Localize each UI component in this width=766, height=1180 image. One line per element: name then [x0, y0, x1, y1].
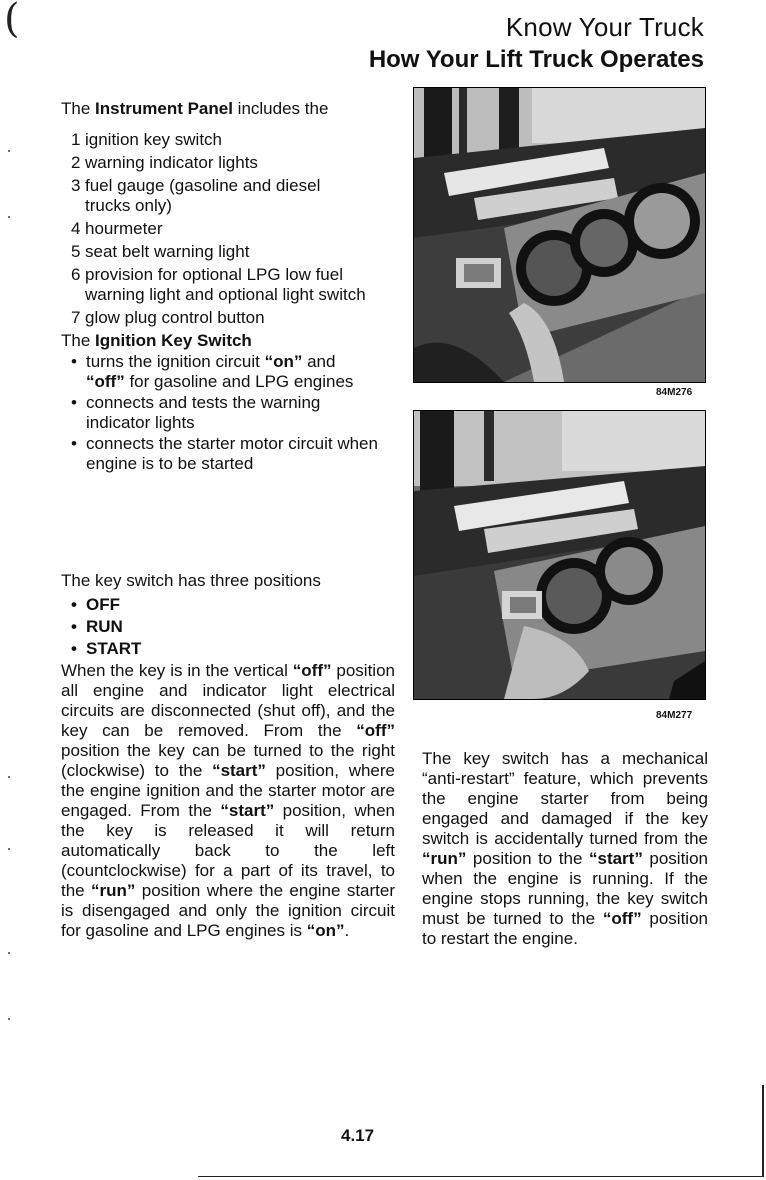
section-subtitle: How Your Lift Truck Operates — [368, 46, 704, 73]
list-item: 3 fuel gauge (gasoline and diesel trucks only) — [71, 176, 321, 215]
list-item: • connects the starter motor circuit when engine is to be started — [71, 434, 378, 473]
list-item: 1 ignition key switch — [71, 130, 223, 149]
scan-speck — [8, 1018, 10, 1020]
position-start: • START — [71, 639, 142, 658]
scan-speck — [8, 776, 10, 778]
ignition-switch-intro: The Ignition Key Switch — [61, 331, 252, 350]
key-positions-paragraph: When the key is in the vertical “off” position all engine and indicator light electrical circuits are disconnected (shut off), and the key can be removed. From the “off” position the key can be turned to the right (clockwise) to the “start” position, where the engine ignition and the starter motor are engaged. From the “start” position, when the key is released it will return automatically back to the left (countclockwise) for a part of its travel, to the “run” position where the engine starter is disengaged and only the ignition circuit for gasoline and LPG engines is “on”. — [61, 661, 396, 940]
key-positions-section — [61, 571, 395, 941]
position-run: • RUN — [71, 617, 123, 636]
list-item: 7 glow plug control button — [71, 308, 265, 327]
positions-intro: The key switch has three positions — [61, 571, 321, 590]
list-item: 6 provision for optional LPG low fuel warning light and optional light switch — [71, 265, 366, 304]
section-title: Know Your Truck — [505, 12, 704, 42]
margin-line — [762, 1085, 764, 1177]
instrument-panel-intro: The Instrument Panel includes the — [61, 99, 329, 118]
scan-speck — [8, 848, 10, 850]
anti-restart-paragraph: The key switch has a mechanical “anti-restart” feature, which prevents the engine starter from being engaged and damaged if the key switch is accidentally turned from the “run” position to the “start” position when the engine is running. If the engine stops running, the key switch must be turned to the “off” position to restart the engine. — [422, 749, 708, 948]
page-number: 4.17 — [341, 1126, 375, 1145]
figure-caption: 84M276 — [656, 387, 693, 398]
scan-speck — [8, 216, 10, 218]
position-off: • OFF — [71, 595, 120, 614]
list-item: 4 hourmeter — [71, 219, 163, 238]
list-item: 2 warning indicator lights — [71, 153, 258, 172]
key-switch-photo-graphic — [414, 411, 705, 699]
margin-parenthesis: ( — [4, 0, 20, 42]
footer-divider — [198, 1176, 764, 1177]
scan-speck — [8, 150, 10, 152]
instrument-panel-photo-graphic — [414, 88, 705, 382]
list-item: • turns the ignition circuit “on” and “off” for gasoline and LPG engines — [71, 352, 354, 391]
key-switch-photo — [413, 410, 706, 700]
scan-speck — [8, 952, 10, 954]
list-item: • connects and tests the warning indicator lights — [71, 393, 321, 432]
list-item: 5 seat belt warning light — [71, 242, 250, 261]
figure-caption: 84M277 — [656, 710, 693, 721]
anti-restart-section — [422, 749, 708, 949]
instrument-panel-section — [61, 99, 395, 474]
instrument-panel-photo — [413, 87, 706, 383]
